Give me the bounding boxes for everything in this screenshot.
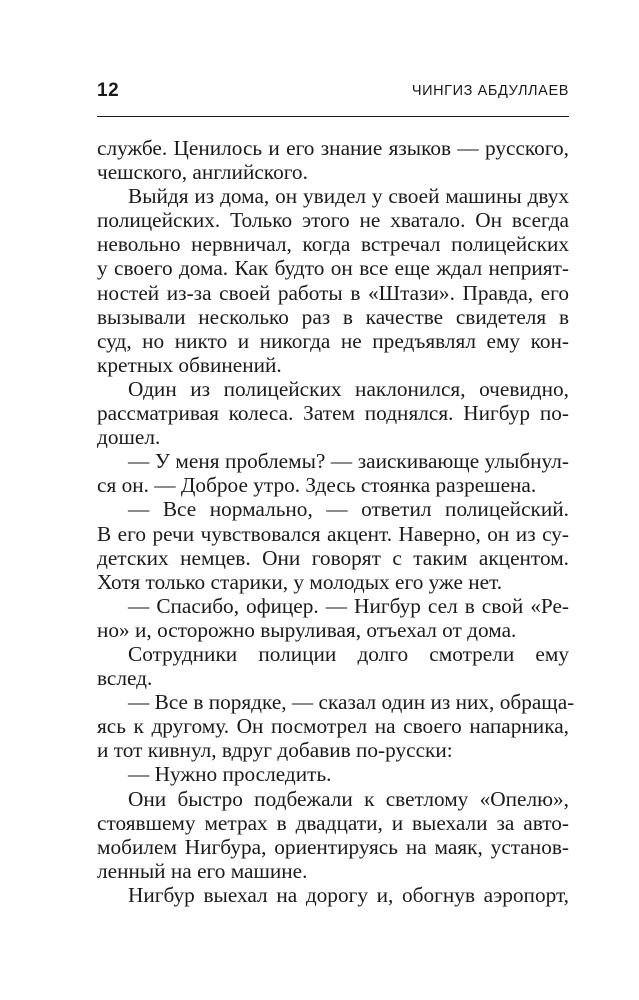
text-line: у своего дома. Как будто он все еще ждал неприят- [97, 256, 569, 281]
body-text [97, 136, 575, 907]
text-line: службе. Ценилось и его знание языков — русского, [97, 136, 569, 160]
text-line: Один из полицейских наклонился, очевидно, [128, 376, 569, 401]
text-line: детских немцев. Они говорят с таким акцентом. [97, 545, 569, 570]
running-title: ЧИНГИЗ АБДУЛЛАЕВ [411, 83, 569, 99]
text-line: кретных обвинений. [97, 352, 282, 377]
text-line: ностей из-за своей работы в «Штази». Правда, его [97, 280, 569, 305]
text-line: — У меня проблемы? — заискивающе улыбнул- [128, 449, 569, 474]
page-number: 12 [97, 80, 120, 101]
text-line: Хотя только старики, у молодых его уже нет. [97, 569, 503, 594]
header-rule [97, 116, 569, 117]
text-line: вызывали несколько раз в качестве свидетеля в [97, 304, 569, 329]
text-line: стоявшему метрах в двадцати, и выехали за авто- [97, 810, 569, 835]
text-line: — Все нормально, — ответил полицейский. [128, 497, 569, 522]
text-line: но» и, осторожно выруливая, отъехал от дома. [97, 617, 517, 642]
text-line: полицейских. Только этого не хватало. Он всегда [97, 208, 569, 233]
text-line: невольно нервничал, когда встречал полицейских [97, 232, 569, 257]
text-line: — Все в порядке, — сказал один из них, обраща- [128, 690, 575, 715]
text-line: Выйдя из дома, он увидел у своей машины двух [128, 184, 569, 209]
text-line: ленный на его машине. [97, 858, 308, 883]
text-line: рассматривая колеса. Затем поднялся. Нигбур по- [97, 401, 569, 426]
running-head [97, 80, 569, 104]
text-line: мобилем Нигбура, ориентируясь на маяк, установ- [97, 834, 569, 859]
text-line: и тот кивнул, вдруг добавив по-русски: [97, 738, 453, 763]
text-line: суд, но никто и никогда не предъявлял ему кон- [97, 328, 569, 353]
text-line: — Спасибо, офицер. — Нигбур сел в свой «Ре- [128, 593, 569, 618]
text-line: ся он. — Доброе утро. Здесь стоянка разрешена. [97, 473, 537, 498]
text-line: вслед. [97, 666, 153, 691]
text-line: дошел. [97, 425, 161, 450]
text-line: — Нужно проследить. [128, 762, 332, 787]
text-line: ясь к другому. Он посмотрел на своего напарника, [97, 714, 569, 739]
text-line: Нигбур выехал на дорогу и, обогнув аэропорт, [128, 882, 569, 907]
text-line: чешского, английского. [97, 160, 308, 185]
text-line: В его речи чувствовался акцент. Наверно, он из су- [97, 521, 569, 546]
text-line: Они быстро подбежали к светлому «Опелю», [128, 786, 569, 811]
text-line: Сотрудники полиции долго смотрели ему [128, 641, 569, 666]
